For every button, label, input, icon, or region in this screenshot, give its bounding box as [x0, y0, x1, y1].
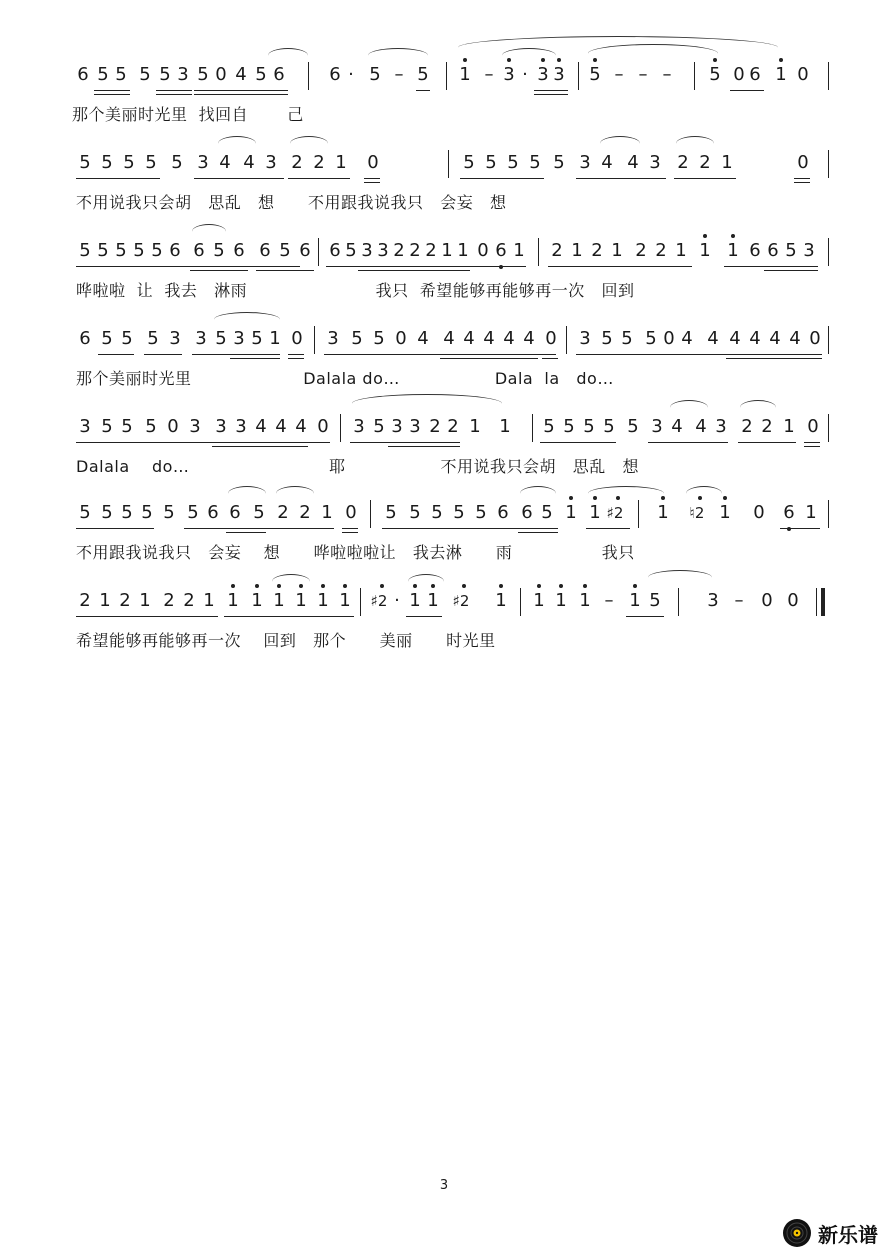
note: 5 — [345, 240, 357, 261]
note: 5 — [385, 502, 397, 523]
note: 3 — [537, 64, 549, 85]
note: 2 — [409, 240, 421, 261]
note: 3 — [553, 64, 565, 85]
note: 1 — [409, 590, 421, 611]
note: 5 — [649, 590, 661, 611]
note: 6 — [229, 502, 241, 523]
note: 3 — [707, 590, 719, 611]
note: 3 — [197, 152, 209, 173]
note: 1 — [775, 64, 787, 85]
system-5 — [72, 408, 832, 478]
note: 4 — [417, 328, 429, 349]
note: 4 — [503, 328, 515, 349]
notes-row — [72, 408, 832, 442]
note: 0 — [317, 416, 329, 437]
note: 2 — [119, 590, 131, 611]
note: 5 — [589, 64, 601, 85]
note: · — [522, 64, 528, 85]
note: 1 — [269, 328, 281, 349]
note: 5 — [251, 328, 263, 349]
note: 2 — [277, 502, 289, 523]
note: 6 — [299, 240, 311, 261]
note: 4 — [235, 64, 247, 85]
note: 4 — [463, 328, 475, 349]
notes-row — [72, 320, 832, 354]
note: 2 — [551, 240, 563, 261]
note: 5 — [583, 416, 595, 437]
notes-row — [72, 232, 832, 266]
vinyl-record-icon — [782, 1218, 812, 1248]
note: 2 — [447, 416, 459, 437]
note: 5 — [187, 502, 199, 523]
note: 4 — [483, 328, 495, 349]
note: ♯2 — [370, 592, 388, 610]
lyric-line: Dalala do… 耶 不用说我只会胡 思乱 想 — [76, 457, 640, 476]
note: 4 — [523, 328, 535, 349]
note: 6 — [207, 502, 219, 523]
note: 6 — [79, 328, 91, 349]
note: 3 — [233, 328, 245, 349]
note: 1 — [457, 240, 469, 261]
note: 1 — [805, 502, 817, 523]
note: 3 — [579, 152, 591, 173]
note: 6 — [329, 64, 341, 85]
note: 5 — [553, 152, 565, 173]
note: 0 — [663, 328, 675, 349]
note: 5 — [563, 416, 575, 437]
note: 1 — [139, 590, 151, 611]
note: 1 — [629, 590, 641, 611]
note: 2 — [677, 152, 689, 173]
system-3 — [72, 232, 832, 302]
note: ♮2 — [689, 504, 705, 522]
note: 5 — [507, 152, 519, 173]
note: 5 — [151, 240, 163, 261]
note: 4 — [601, 152, 613, 173]
note: 2 — [635, 240, 647, 261]
note: 1 — [495, 590, 507, 611]
note: 0 — [395, 328, 407, 349]
note: 5 — [601, 328, 613, 349]
note: 3 — [195, 328, 207, 349]
note: 1 — [513, 240, 525, 261]
note: 1 — [719, 502, 731, 523]
note: 4 — [275, 416, 287, 437]
note: 5 — [101, 502, 113, 523]
brand-watermark — [782, 1218, 878, 1248]
note: 1 — [99, 590, 111, 611]
note: 6 — [169, 240, 181, 261]
note: 3 — [169, 328, 181, 349]
note: – — [604, 590, 614, 611]
note: 5 — [145, 416, 157, 437]
note: 2 — [699, 152, 711, 173]
note: 1 — [727, 240, 739, 261]
note: · — [394, 590, 400, 611]
lyric-line: 那个美丽时光里 找回自 己 — [72, 105, 304, 124]
lyric-line: 不用跟我说我只 会妄 想 哗啦啦啦让 我去淋 雨 我只 — [76, 543, 635, 562]
note: 5 — [101, 152, 113, 173]
note: 5 — [133, 240, 145, 261]
note: 5 — [123, 152, 135, 173]
note: 0 — [477, 240, 489, 261]
note: 5 — [159, 64, 171, 85]
note: 3 — [361, 240, 373, 261]
note: 1 — [203, 590, 215, 611]
note: 0 — [809, 328, 821, 349]
note: 2 — [79, 590, 91, 611]
note: 3 — [803, 240, 815, 261]
note: – — [638, 64, 648, 85]
note: 6 — [77, 64, 89, 85]
note: 1 — [427, 590, 439, 611]
note: 2 — [393, 240, 405, 261]
note: 1 — [441, 240, 453, 261]
note: 4 — [769, 328, 781, 349]
note: 0 — [733, 64, 745, 85]
note: 1 — [589, 502, 601, 523]
note: 3 — [353, 416, 365, 437]
note: 5 — [79, 502, 91, 523]
note: 3 — [377, 240, 389, 261]
note: 5 — [197, 64, 209, 85]
note: 1 — [251, 590, 263, 611]
note: 0 — [787, 590, 799, 611]
note: 0 — [797, 152, 809, 173]
page-number: 3 — [439, 1178, 449, 1193]
note: 3 — [177, 64, 189, 85]
note: 5 — [97, 64, 109, 85]
note: 2 — [299, 502, 311, 523]
note: 5 — [645, 328, 657, 349]
lyric-line: 希望能够再能够再一次 回到 那个 美丽 时光里 — [76, 631, 496, 650]
note: 3 — [79, 416, 91, 437]
note: ♯2 — [452, 592, 470, 610]
note: 4 — [749, 328, 761, 349]
note: 5 — [785, 240, 797, 261]
note: 3 — [715, 416, 727, 437]
note: 2 — [163, 590, 175, 611]
note: 1 — [565, 502, 577, 523]
note: 4 — [627, 152, 639, 173]
note: 5 — [171, 152, 183, 173]
note: 1 — [499, 416, 511, 437]
note: 3 — [327, 328, 339, 349]
note: 6 — [233, 240, 245, 261]
note: 3 — [579, 328, 591, 349]
note: 5 — [541, 502, 553, 523]
note: 5 — [121, 416, 133, 437]
note: 2 — [761, 416, 773, 437]
note: 6 — [259, 240, 271, 261]
note: 0 — [545, 328, 557, 349]
note: 1 — [227, 590, 239, 611]
note: 5 — [121, 502, 133, 523]
note: 4 — [219, 152, 231, 173]
note: 5 — [369, 64, 381, 85]
note: 5 — [101, 416, 113, 437]
note: 5 — [121, 328, 133, 349]
note: 4 — [681, 328, 693, 349]
note: 5 — [709, 64, 721, 85]
lyric-line: 哗啦啦 让 我去 淋雨 我只 希望能够再能够再一次 回到 — [76, 281, 635, 300]
note: 4 — [671, 416, 683, 437]
note: – — [484, 64, 494, 85]
notes-row — [72, 494, 832, 528]
note: 1 — [533, 590, 545, 611]
note: 4 — [295, 416, 307, 437]
note: 5 — [485, 152, 497, 173]
note: 5 — [79, 152, 91, 173]
notes-row — [72, 582, 832, 616]
note: 2 — [313, 152, 325, 173]
note: 1 — [699, 240, 711, 261]
note: – — [394, 64, 404, 85]
note: 1 — [675, 240, 687, 261]
note: · — [348, 64, 354, 85]
note: 4 — [789, 328, 801, 349]
note: 6 — [767, 240, 779, 261]
note: 4 — [443, 328, 455, 349]
note: 0 — [761, 590, 773, 611]
note: 5 — [621, 328, 633, 349]
note: ♯2 — [606, 504, 624, 522]
note: 5 — [431, 502, 443, 523]
note: 0 — [753, 502, 765, 523]
note: 2 — [655, 240, 667, 261]
note: 5 — [145, 152, 157, 173]
note: 3 — [651, 416, 663, 437]
note: 6 — [329, 240, 341, 261]
note: 1 — [339, 590, 351, 611]
note: 1 — [571, 240, 583, 261]
note: 2 — [429, 416, 441, 437]
note: – — [662, 64, 672, 85]
note: 6 — [749, 64, 761, 85]
note: 1 — [469, 416, 481, 437]
note: 5 — [627, 416, 639, 437]
note: 3 — [215, 416, 227, 437]
note: 3 — [649, 152, 661, 173]
note: 5 — [351, 328, 363, 349]
note: 5 — [529, 152, 541, 173]
note: 1 — [317, 590, 329, 611]
note: 1 — [579, 590, 591, 611]
note: 5 — [147, 328, 159, 349]
lyric-line: 那个美丽时光里 Dalala do… Dala la do… — [76, 369, 614, 388]
note: 5 — [213, 240, 225, 261]
note: 5 — [373, 328, 385, 349]
note: 1 — [335, 152, 347, 173]
system-7 — [72, 582, 832, 652]
note: 5 — [253, 502, 265, 523]
note: 3 — [391, 416, 403, 437]
note: 4 — [243, 152, 255, 173]
note: 6 — [783, 502, 795, 523]
note: 2 — [425, 240, 437, 261]
note: 2 — [741, 416, 753, 437]
note: 6 — [495, 240, 507, 261]
note: 2 — [591, 240, 603, 261]
note: 5 — [139, 64, 151, 85]
note: 0 — [167, 416, 179, 437]
note: 5 — [115, 64, 127, 85]
note: 4 — [255, 416, 267, 437]
note: 5 — [373, 416, 385, 437]
note: 5 — [543, 416, 555, 437]
note: 5 — [463, 152, 475, 173]
note: 4 — [729, 328, 741, 349]
note: 0 — [807, 416, 819, 437]
note: 6 — [193, 240, 205, 261]
note: 1 — [295, 590, 307, 611]
note: 5 — [409, 502, 421, 523]
note: 0 — [367, 152, 379, 173]
note: 5 — [215, 328, 227, 349]
note: 3 — [235, 416, 247, 437]
note: 5 — [475, 502, 487, 523]
system-4 — [72, 320, 832, 390]
note: 5 — [97, 240, 109, 261]
note: 1 — [783, 416, 795, 437]
note: 1 — [721, 152, 733, 173]
system-6 — [72, 494, 832, 564]
system-1 — [72, 56, 832, 126]
note: 6 — [273, 64, 285, 85]
note: 5 — [417, 64, 429, 85]
note: – — [614, 64, 624, 85]
note: 5 — [115, 240, 127, 261]
notes-row — [72, 56, 832, 90]
note: 5 — [603, 416, 615, 437]
note: 5 — [79, 240, 91, 261]
note: 6 — [749, 240, 761, 261]
note: 5 — [163, 502, 175, 523]
note: 3 — [503, 64, 515, 85]
note: 1 — [273, 590, 285, 611]
note: 1 — [611, 240, 623, 261]
note: 0 — [291, 328, 303, 349]
note: 1 — [459, 64, 471, 85]
note: 3 — [189, 416, 201, 437]
note: 1 — [657, 502, 669, 523]
lyric-line: 不用说我只会胡 思乱 想 不用跟我说我只 会妄 想 — [76, 193, 507, 212]
note: – — [734, 590, 744, 611]
note: 6 — [497, 502, 509, 523]
note: 5 — [255, 64, 267, 85]
note: 3 — [409, 416, 421, 437]
note: 5 — [101, 328, 113, 349]
note: 2 — [183, 590, 195, 611]
note: 3 — [265, 152, 277, 173]
note: 0 — [215, 64, 227, 85]
note: 5 — [453, 502, 465, 523]
system-2 — [72, 144, 832, 214]
note: 0 — [797, 64, 809, 85]
note: 6 — [521, 502, 533, 523]
note: 0 — [345, 502, 357, 523]
note: 1 — [321, 502, 333, 523]
note: 1 — [555, 590, 567, 611]
note: 2 — [291, 152, 303, 173]
note: 4 — [707, 328, 719, 349]
brand-name: 新乐谱 — [818, 1222, 878, 1247]
notes-row — [72, 144, 832, 178]
note: 5 — [279, 240, 291, 261]
note: 4 — [695, 416, 707, 437]
note: 5 — [141, 502, 153, 523]
